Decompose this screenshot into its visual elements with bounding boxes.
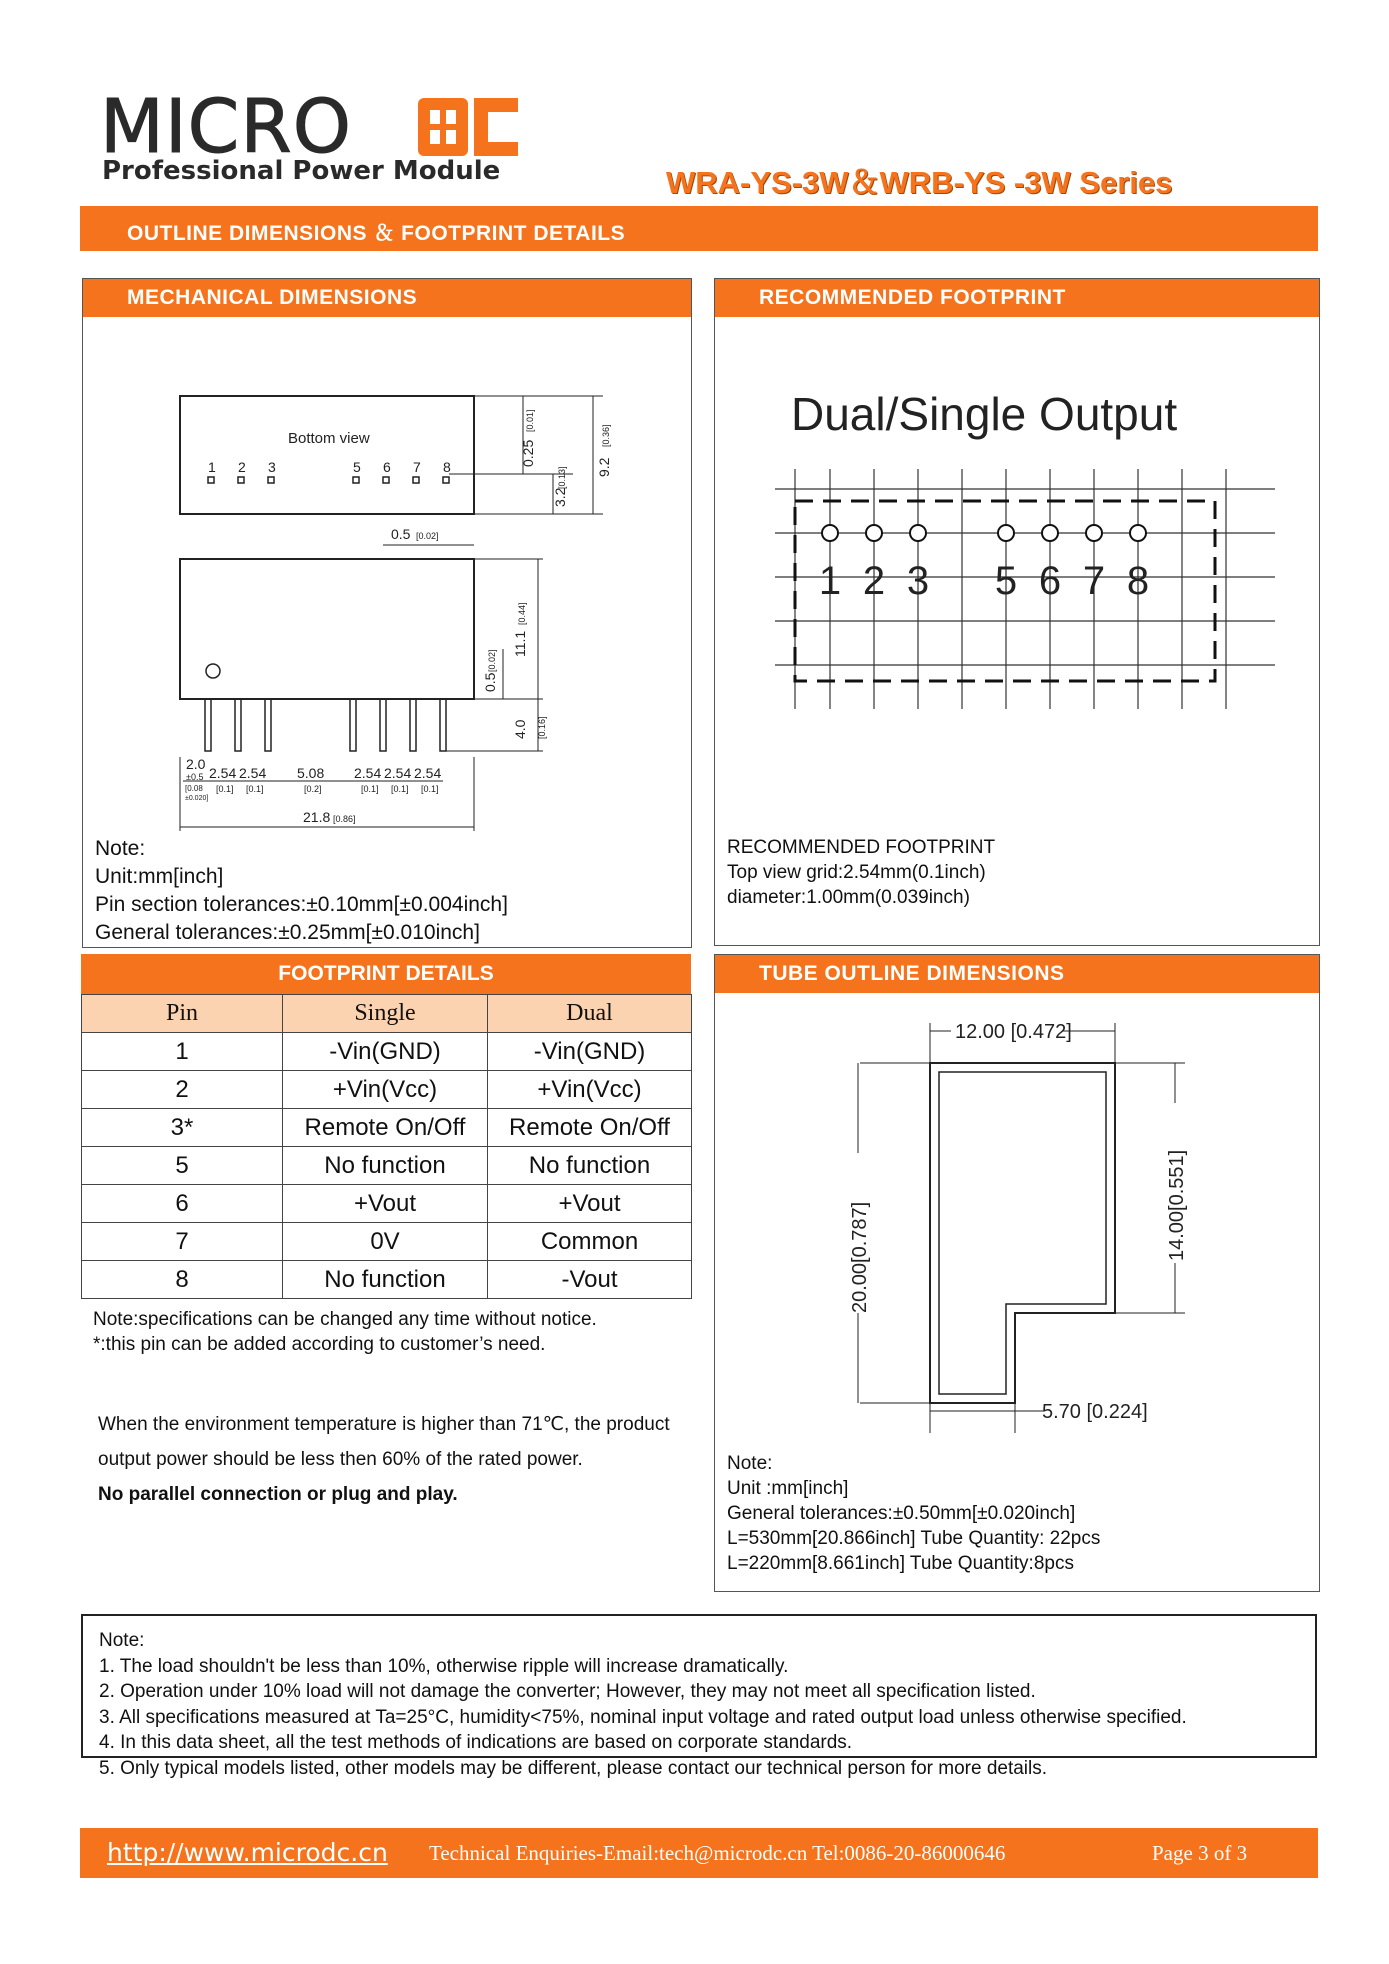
pitch-2: 2.54	[239, 765, 267, 781]
temperature-note-bold: No parallel connection or plug and play.	[98, 1484, 458, 1505]
fp-note-1: Top view grid:2.54mm(0.1inch)	[727, 862, 986, 883]
dim-05b: 0.5	[482, 672, 498, 692]
footprint-drawing-title: Dual/Single Output	[791, 388, 1178, 440]
mech-note-0: Note:	[95, 837, 146, 860]
mech-pin-7: 7	[413, 459, 421, 475]
cell-single: Remote On/Off	[283, 1109, 488, 1147]
mech-pin-2: 2	[238, 459, 246, 475]
table-row	[82, 1261, 692, 1299]
pitch-3: 5.08	[297, 765, 325, 781]
cell-dual: -Vin(GND)	[488, 1033, 692, 1071]
brand-logo	[100, 84, 520, 190]
cell-dual: -Vout	[488, 1261, 692, 1299]
mech-note-2: Pin section tolerances:±0.10mm[±0.004inch]	[95, 893, 508, 916]
general-note-5: 5. Only typical models listed, other models may be different, please contact our technical person for more details.	[99, 1757, 1048, 1779]
table-row	[82, 1109, 692, 1147]
cell-pin: 7	[82, 1223, 283, 1261]
fp-pin-6: 6	[1038, 559, 1062, 603]
cell-single: +Vout	[283, 1185, 488, 1223]
dim-40: 4.0	[512, 719, 528, 739]
table-row	[82, 1223, 692, 1261]
temperature-note	[98, 1407, 678, 1512]
dim-32-in: [0.13]	[557, 466, 567, 489]
mech-note-3: General tolerances:±0.25mm[±0.010inch]	[95, 921, 480, 944]
pitch-4: 2.54	[354, 765, 382, 781]
logo-word: MICRO	[100, 84, 353, 170]
mech-note-1: Unit:mm[inch]	[95, 865, 224, 888]
general-note-0: Note:	[99, 1630, 145, 1651]
fp-pin-7: 7	[1082, 559, 1106, 603]
tube-note-0: Note:	[727, 1453, 773, 1474]
fp-note-0: RECOMMENDED FOOTPRINT	[727, 837, 996, 858]
pitch-in-6: [0.1]	[421, 784, 439, 794]
col-single: Single	[283, 995, 488, 1033]
dim-05: 0.5	[391, 526, 411, 542]
dim-total-in: [0.86]	[333, 814, 356, 824]
fp-pin-8: 8	[1126, 559, 1150, 603]
table-row	[82, 1033, 692, 1071]
footer-bar	[80, 1828, 1318, 1878]
mech-pin-3: 3	[268, 459, 276, 475]
footer-contact: Technical Enquiries-Email:tech@microdc.cn Tel:0086-20-86000646	[429, 1841, 1006, 1865]
dim-111: 11.1	[512, 630, 528, 657]
bottom-view-label: Bottom view	[288, 430, 370, 447]
pitch-in-5: [0.1]	[391, 784, 409, 794]
cell-single: No function	[283, 1147, 488, 1185]
dim-20-tol: ±0.5	[186, 772, 204, 782]
footer-url[interactable]: http://www.microdc.cn	[107, 1838, 388, 1867]
general-note-3: 3. All specifications measured at Ta=25°C, humidity<75%, nominal input voltage and rated output load unless otherwise specified.	[99, 1706, 1187, 1728]
logo-tagline: Professional Power Module	[102, 156, 501, 186]
tube-dim-inner: 14.00[0.551]	[1166, 1149, 1188, 1261]
cell-dual: +Vout	[488, 1185, 692, 1223]
fp-note-2: diameter:1.00mm(0.039inch)	[727, 887, 970, 908]
tube-note-1: Unit :mm[inch]	[727, 1478, 849, 1499]
dim-92-in: [0.36]	[601, 424, 611, 447]
pitch-in-4: [0.1]	[361, 784, 379, 794]
tube-dim-step: 5.70 [0.224]	[1042, 1401, 1148, 1423]
cell-pin: 2	[82, 1071, 283, 1109]
tube-note-4: L=220mm[8.661inch] Tube Quantity:8pcs	[727, 1553, 1074, 1574]
table-row	[82, 1071, 692, 1109]
cell-single: 0V	[283, 1223, 488, 1261]
pitch-5: 2.54	[384, 765, 412, 781]
tube-dim-height: 20.00[0.787]	[849, 1201, 871, 1313]
mech-pin-6: 6	[383, 459, 391, 475]
general-notes-box	[81, 1614, 1317, 1779]
footprint-details-table	[81, 994, 692, 1299]
cell-pin: 3*	[82, 1109, 283, 1147]
mech-pin-5: 5	[353, 459, 361, 475]
general-note-2: 2. Operation under 10% load will not damage the converter; However, they may not meet all specification listed.	[99, 1681, 1036, 1702]
mechanical-notes	[95, 835, 508, 947]
pitch-1: 2.54	[209, 765, 237, 781]
fp-pin-2: 2	[862, 559, 886, 603]
dim-05b-in: [0.02]	[487, 649, 497, 672]
dim-025-in: [0.01]	[525, 409, 535, 432]
tube-notes	[727, 1451, 1100, 1576]
mechanical-drawing	[83, 317, 691, 825]
footprint-panel	[714, 278, 1320, 946]
mech-pin-1: 1	[208, 459, 216, 475]
pitch-in-3: [0.2]	[304, 784, 322, 794]
section-title: OUTLINE DIMENSIONS ＆ FOOTPRINT DETAILS	[127, 222, 626, 245]
cell-single: -Vin(GND)	[283, 1033, 488, 1071]
footer-page: Page 3 of 3	[1152, 1841, 1248, 1865]
footprint-notes	[727, 835, 995, 910]
dim-05-in: [0.02]	[416, 531, 439, 541]
tube-note-2: General tolerances:±0.50mm[±0.020inch]	[727, 1503, 1076, 1524]
series-title: WRA-YS-3W＆WRB-YS -3W Series	[666, 165, 1173, 200]
dim-20-in: [0.08	[185, 784, 203, 793]
section-title-bar	[80, 206, 1318, 251]
col-pin: Pin	[82, 995, 283, 1033]
fp-pin-5: 5	[994, 559, 1018, 603]
col-dual: Dual	[488, 995, 692, 1033]
footprint-details-title-bar	[81, 954, 691, 994]
pitch-6: 2.54	[414, 765, 442, 781]
dim-025: 0.25	[520, 439, 536, 467]
mech-pin-8: 8	[443, 459, 451, 475]
logo-dc-mark	[418, 98, 518, 158]
pitch-in-1: [0.1]	[216, 784, 234, 794]
mechanical-panel	[82, 278, 692, 948]
pitch-in-2: [0.1]	[246, 784, 264, 794]
tube-drawing	[715, 993, 1319, 1413]
dim-111-in: [0.44]	[517, 602, 527, 625]
fp-pin-1: 1	[818, 559, 842, 603]
cell-pin: 6	[82, 1185, 283, 1223]
dim-20-in2: ±0.020]	[185, 795, 209, 802]
general-note-1: 1. The load shouldn't be less than 10%, otherwise ripple will increase dramatically.	[99, 1655, 789, 1677]
table-row	[82, 1147, 692, 1185]
fd-note-0: Note:specifications can be changed any time without notice.	[93, 1309, 597, 1330]
footprint-title: RECOMMENDED FOOTPRINT	[715, 279, 1319, 317]
dim-total: 21.8	[303, 809, 331, 825]
cell-dual: No function	[488, 1147, 692, 1185]
cell-single: No function	[283, 1261, 488, 1299]
tube-note-3: L=530mm[20.866inch] Tube Quantity: 22pcs	[727, 1528, 1101, 1549]
cell-dual: Remote On/Off	[488, 1109, 692, 1147]
temperature-note-text: When the environment temperature is higher than 71℃, the product output power should be less then 60% of the rated power.	[98, 1414, 670, 1470]
cell-pin: 1	[82, 1033, 283, 1071]
footprint-grid	[775, 469, 1275, 709]
cell-pin: 8	[82, 1261, 283, 1299]
cell-dual: Common	[488, 1223, 692, 1261]
tube-dim-width: 12.00 [0.472]	[955, 1021, 1072, 1043]
cell-pin: 5	[82, 1147, 283, 1185]
mechanical-title: MECHANICAL DIMENSIONS	[83, 279, 691, 317]
dim-40-in: [0.16]	[537, 716, 547, 739]
tube-panel	[714, 954, 1320, 1592]
general-note-4: 4. In this data sheet, all the test methods of indications are based on corporate standards.	[99, 1732, 853, 1753]
tube-title: TUBE OUTLINE DIMENSIONS	[715, 955, 1319, 993]
dim-20: 2.0	[186, 756, 206, 772]
table-row	[82, 1185, 692, 1223]
cell-single: +Vin(Vcc)	[283, 1071, 488, 1109]
fp-pin-3: 3	[906, 559, 930, 603]
footprint-details-notes	[93, 1307, 597, 1357]
footprint-details-title: FOOTPRINT DETAILS	[278, 962, 494, 985]
fd-note-1: *:this pin can be added according to customer’s need.	[93, 1334, 546, 1355]
dim-32: 3.2	[552, 487, 568, 507]
cell-dual: +Vin(Vcc)	[488, 1071, 692, 1109]
dim-92: 9.2	[596, 457, 612, 477]
